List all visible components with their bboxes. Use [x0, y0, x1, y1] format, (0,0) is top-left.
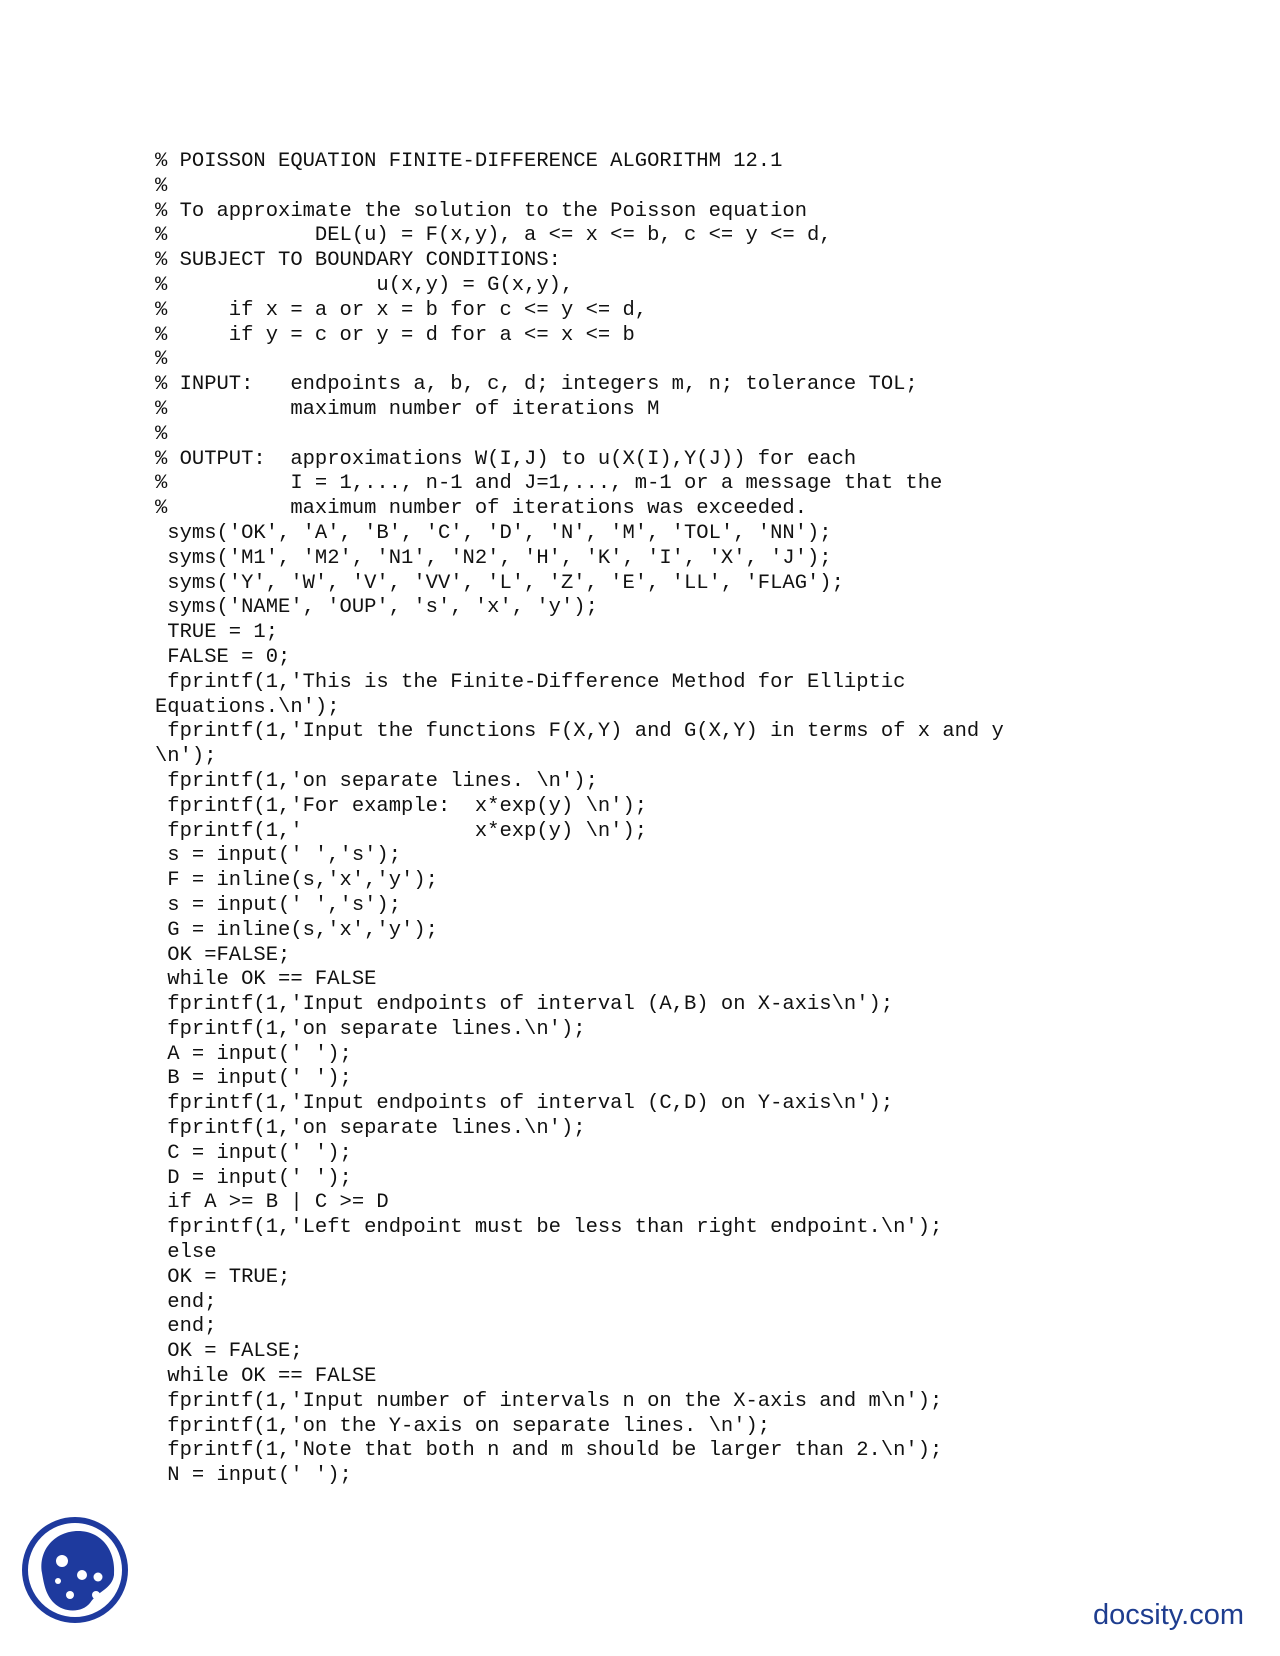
- code-line: %: [155, 174, 168, 198]
- code-line: \n');: [155, 745, 217, 769]
- code-line: if A >= B | C >= D: [155, 1191, 389, 1215]
- code-line: %: [155, 422, 168, 446]
- code-line: fprintf(1,'For example: x*exp(y) \n');: [155, 794, 648, 818]
- code-line: OK = FALSE;: [155, 1340, 303, 1364]
- code-line: fprintf(1,' x*exp(y) \n');: [155, 819, 648, 843]
- code-line: % u(x,y) = G(x,y),: [155, 273, 574, 297]
- code-line: fprintf(1,'Input number of intervals n on the X-axis and m\n');: [155, 1389, 943, 1413]
- code-line: fprintf(1,'Input endpoints of interval (C,D) on Y-axis\n');: [155, 1092, 894, 1116]
- docsity-brand-link[interactable]: docsity.com: [1093, 1599, 1244, 1631]
- code-listing: [155, 150, 1235, 1489]
- code-line: fprintf(1,'This is the Finite-Difference Method for Elliptic: [155, 670, 906, 694]
- code-line: fprintf(1,'Left endpoint must be less than right endpoint.\n');: [155, 1216, 943, 1240]
- code-line: % maximum number of iterations M: [155, 397, 660, 421]
- code-line: % To approximate the solution to the Poisson equation: [155, 199, 808, 223]
- code-line: D = input(' ');: [155, 1166, 352, 1190]
- code-line: A = input(' ');: [155, 1042, 352, 1066]
- code-line: % I = 1,..., n-1 and J=1,..., m-1 or a message that the: [155, 472, 943, 496]
- code-line: s = input(' ','s');: [155, 844, 402, 868]
- code-line: % if y = c or y = d for a <= x <= b: [155, 323, 635, 347]
- code-line: % maximum number of iterations was exceeded.: [155, 497, 808, 521]
- code-line: fprintf(1,'Input the functions F(X,Y) and G(X,Y) in terms of x and y: [155, 720, 1004, 744]
- code-line: end;: [155, 1290, 217, 1314]
- code-line: FALSE = 0;: [155, 645, 291, 669]
- code-line: G = inline(s,'x','y');: [155, 918, 438, 942]
- code-line: % DEL(u) = F(x,y), a <= x <= b, c <= y <= d,: [155, 224, 832, 248]
- code-line: % if x = a or x = b for c <= y <= d,: [155, 298, 648, 322]
- code-line: Equations.\n');: [155, 695, 340, 719]
- code-line: syms('OK', 'A', 'B', 'C', 'D', 'N', 'M', 'TOL', 'NN');: [155, 521, 832, 545]
- code-line: syms('Y', 'W', 'V', 'VV', 'L', 'Z', 'E', 'LL', 'FLAG');: [155, 571, 844, 595]
- code-line: % OUTPUT: approximations W(I,J) to u(X(I),Y(J)) for each: [155, 447, 857, 471]
- code-line: N = input(' ');: [155, 1464, 352, 1488]
- code-line: syms('M1', 'M2', 'N1', 'N2', 'H', 'K', 'I', 'X', 'J');: [155, 546, 832, 570]
- code-line: fprintf(1,'Input endpoints of interval (A,B) on X-axis\n');: [155, 993, 894, 1017]
- code-line: else: [155, 1241, 217, 1265]
- code-line: while OK == FALSE: [155, 968, 377, 992]
- code-line: fprintf(1,'on separate lines. \n');: [155, 769, 598, 793]
- code-line: fprintf(1,'on the Y-axis on separate lines. \n');: [155, 1414, 771, 1438]
- code-line: fprintf(1,'on separate lines.\n');: [155, 1017, 586, 1041]
- code-line: fprintf(1,'on separate lines.\n');: [155, 1117, 586, 1141]
- code-line: % INPUT: endpoints a, b, c, d; integers m, n; tolerance TOL;: [155, 373, 918, 397]
- code-line: end;: [155, 1315, 217, 1339]
- code-line: C = input(' ');: [155, 1141, 352, 1165]
- code-line: % POISSON EQUATION FINITE-DIFFERENCE ALGORITHM 12.1: [155, 150, 783, 173]
- code-line: OK = TRUE;: [155, 1265, 291, 1289]
- code-line: s = input(' ','s');: [155, 893, 402, 917]
- code-line: syms('NAME', 'OUP', 's', 'x', 'y');: [155, 596, 598, 620]
- docsity-logo-icon: [20, 1515, 130, 1625]
- code-line: B = input(' ');: [155, 1067, 352, 1091]
- code-line: OK =FALSE;: [155, 943, 291, 967]
- code-line: TRUE = 1;: [155, 621, 279, 645]
- code-line: %: [155, 348, 168, 372]
- code-line: while OK == FALSE: [155, 1365, 377, 1389]
- code-line: fprintf(1,'Note that both n and m should be larger than 2.\n');: [155, 1439, 943, 1463]
- code-line: % SUBJECT TO BOUNDARY CONDITIONS:: [155, 249, 561, 273]
- code-line: F = inline(s,'x','y');: [155, 869, 438, 893]
